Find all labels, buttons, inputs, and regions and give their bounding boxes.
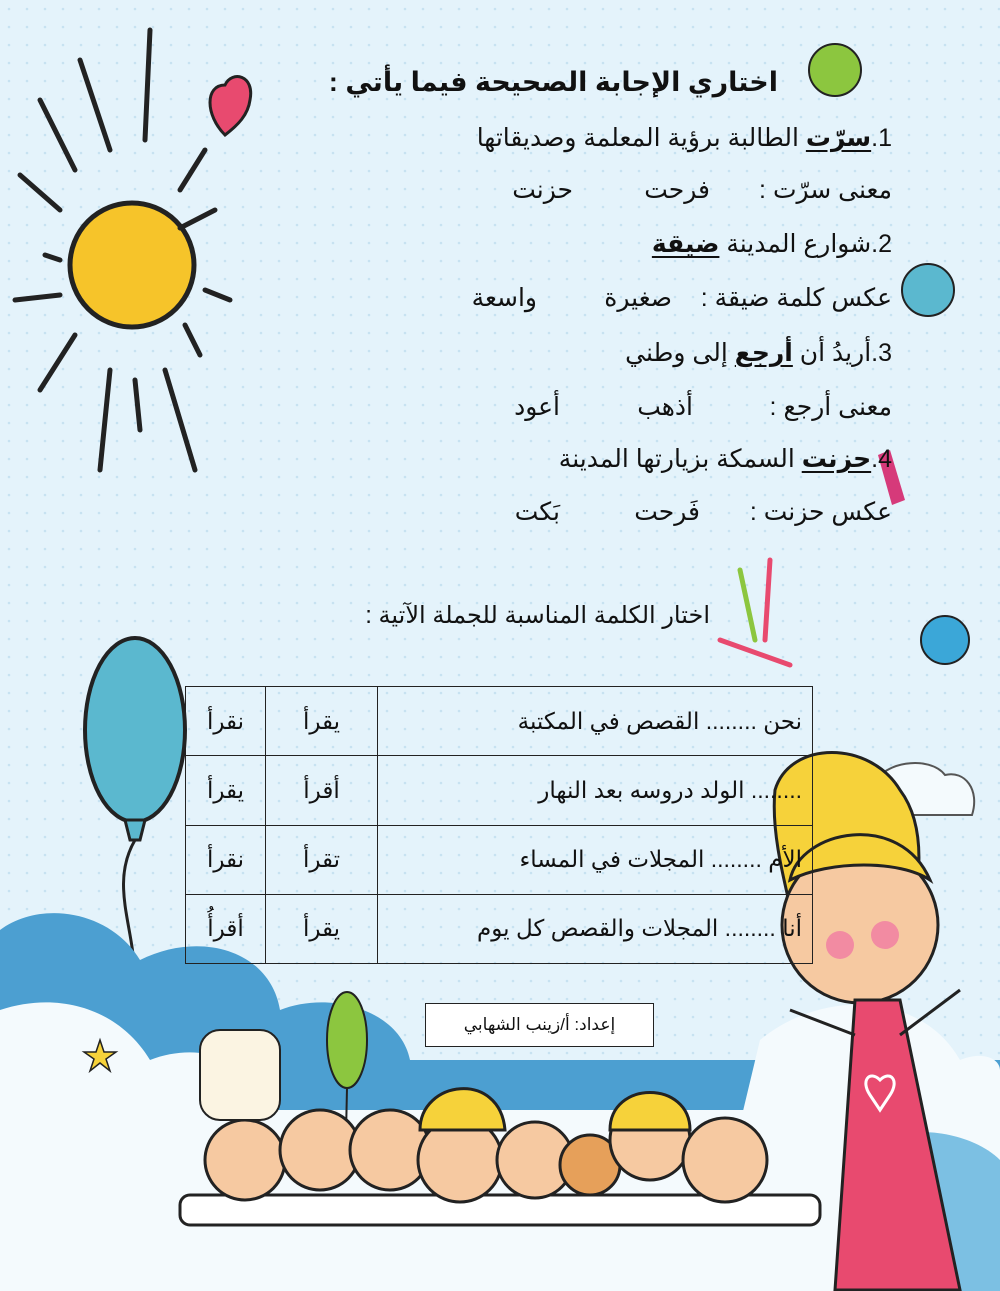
question-text: أريدُ أن [792,339,872,367]
target-word: حزنت [801,445,872,473]
question-text: السمكة بزيارتها المدينة [558,445,802,473]
prompt-4: عكس حزنت : [749,498,892,526]
section2-title: اختار الكلمة المناسبة للجملة الآتية : [365,602,710,629]
question-1 [477,122,892,154]
option-1b[interactable]: حزنت [512,176,573,204]
question-4 [559,443,892,475]
table-row [186,687,813,756]
option-cell[interactable]: يقرأ [266,687,378,756]
option-cell[interactable]: أقرأ [266,756,378,825]
option-3a[interactable]: أذهب [637,393,693,421]
question-text: إلى وطني [625,339,735,367]
option-cell[interactable]: أقرأُ [186,894,266,963]
word-choice-table [185,686,813,964]
sentence-cell: أنا ........ المجلات والقصص كل يوم [378,894,813,963]
sentence-cell: نحن ........ القصص في المكتبة [378,687,813,756]
target-word: أرجع [734,339,793,367]
option-4a[interactable]: فَرحت [634,498,700,526]
option-2b[interactable]: واسعة [471,284,537,312]
prompt-1: معنى سرّت : [759,176,892,204]
sentence-cell: الأم ........ المجلات في المساء [378,825,813,894]
option-cell[interactable]: تقرأ [266,825,378,894]
target-word: سرّت [805,124,872,152]
question-text: شوارع المدينة [719,230,872,258]
option-cell[interactable]: نقرأ [186,825,266,894]
sentence-cell: ........ الولد دروسه بعد النهار [378,756,813,825]
question-number: 3. [871,339,892,367]
prompt-3: معنى أرجع : [769,393,892,421]
section1-title: اختاري الإجابة الصحيحة فيما يأتي : [328,67,778,97]
table-row [186,825,813,894]
question-number: 1. [871,124,892,152]
option-4b[interactable]: بَكت [514,498,560,526]
prompt-2: عكس كلمة ضيقة : [700,284,892,312]
option-2a[interactable]: صغيرة [604,284,672,312]
author-credit: إعداد: أ/زينب الشهابي [425,1003,654,1047]
question-number: 2. [871,230,892,258]
question-number: 4. [871,445,892,473]
table-row [186,894,813,963]
table-row [186,756,813,825]
target-word: ضيقة [651,230,720,258]
option-1a[interactable]: فرحت [644,176,710,204]
question-text: الطالبة برؤية المعلمة وصديقاتها [476,124,806,152]
question-2 [652,228,892,260]
option-cell[interactable]: يقرأ [186,756,266,825]
option-3b[interactable]: أعود [514,393,560,421]
option-cell[interactable]: يقرأ [266,894,378,963]
option-cell[interactable]: نقرأ [186,687,266,756]
question-3 [625,337,892,369]
